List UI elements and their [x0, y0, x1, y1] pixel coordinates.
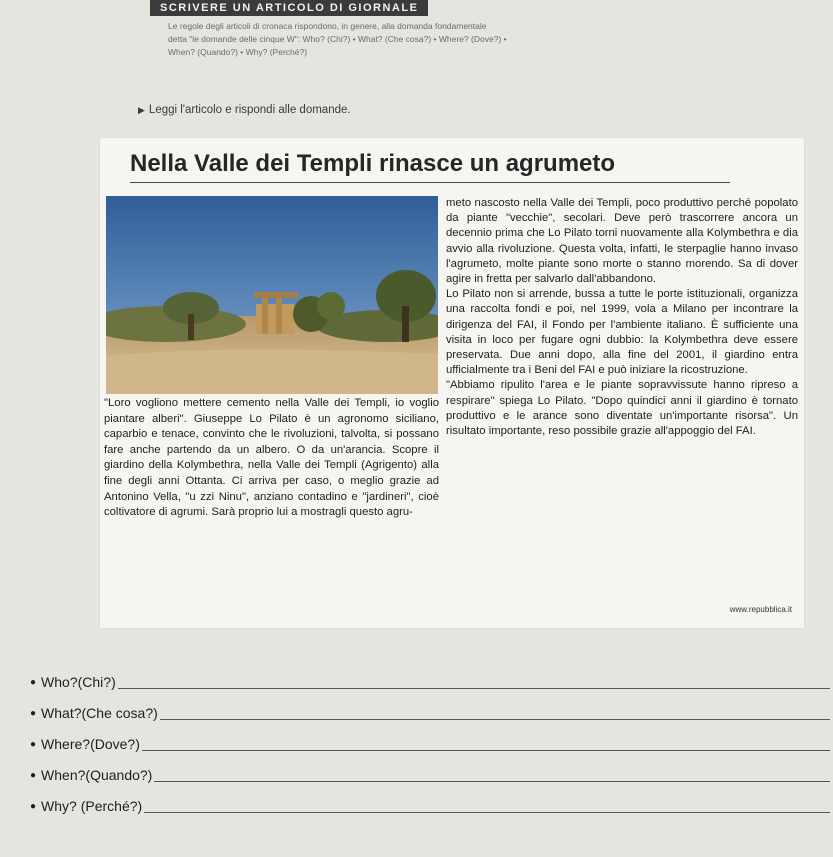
- intro-text: [168, 20, 728, 59]
- arrow-right-icon: ▶: [138, 105, 145, 115]
- answer-line[interactable]: [142, 732, 830, 751]
- article-column-left: [104, 396, 439, 521]
- question-row: [30, 693, 830, 724]
- question-row: [30, 662, 830, 693]
- newspaper-article: [100, 138, 804, 628]
- answer-line[interactable]: [154, 763, 830, 782]
- question-label: Where?(Dove?): [41, 736, 140, 752]
- intro-line: Le regole degli articoli di cronaca rispondono, in genere, alla domanda fondamentale: [168, 21, 487, 31]
- article-paragraph: meto nascosto nella Valle dei Templi, poco produttivo perché popolato da piante "vecchie", secolari. Deve però trascorrere ancora un decennio prima che Lo Pilato torni nuovamente alla Kolymbethra e dia avvio alla rivoluzione. Questa volta, infatti, le sterpaglie hanno invaso l'agrumeto, molte piante sono morte o stanno morendo. Sa di dover agire in fretta per salvarlo dall'abbandono.: [446, 197, 798, 286]
- article-paragraph: Lo Pilato non si arrende, bussa a tutte le porte istituzionali, organizza una raccolta fondi e poi, nel 1999, vola a Milano per incontrare la dirigenza del FAI, il Fondo per l'ambiente italiano. È sufficiente una visita in loco per fugare ogni dubbio: la Kolymbethra deve essere preservata. Due anni dopo, alla fine del 2001, il giardino entra ufficialmente tra i Beni del FAI e può iniziare la ricostruzione.: [446, 288, 798, 377]
- section-banner: SCRIVERE UN ARTICOLO DI GIORNALE: [150, 0, 428, 16]
- bullet-icon: ●: [30, 708, 37, 719]
- answer-line[interactable]: [160, 701, 830, 720]
- article-paragraph: "Abbiamo ripulito l'area e le piante sopravvissute hanno ripreso a respirare" spiega Lo Pilato. "Dopo quindici anni il giardino è tornato produttivo e le arance sono diventate un'importante risorsa". Un risultato importante, reso possibile grazie all'appoggio del FAI.: [446, 379, 798, 438]
- instruction-text: Leggi l'articolo e rispondi alle domande.: [148, 104, 351, 116]
- bullet-icon: ●: [30, 739, 37, 750]
- bullet-icon: ●: [30, 801, 37, 812]
- instruction: [138, 104, 351, 116]
- question-label: Who?(Chi?): [41, 674, 116, 690]
- answer-line[interactable]: [144, 794, 830, 813]
- bullet-icon: ●: [30, 677, 37, 688]
- intro-line: detta "le domande delle cinque W": Who? (Chi?) • What? (Che cosa?) • Where? (Dove?) •: [168, 34, 507, 44]
- answer-line[interactable]: [118, 670, 830, 689]
- article-paragraph: "Loro vogliono mettere cemento nella Valle dei Templi, io voglio piantare alberi". Giuseppe Lo Pilato è un agronomo siciliano, caparbio e tenace, convinto che le rivoluzioni, talvolta, si possano fare anche partendo da un albero. O da un'arancia. Scopre il giardino della Kolymbethra, nella Valle dei Templi (Agrigento) alla fine degli anni Ottanta. Ci arriva per caso, o meglio grazie ad Antonino Vella, "u zzi Ninu", anziano contadino e "jardineri", cioè coltivatore di agrumi. Sarà proprio lui a mostragli questo agru-: [104, 397, 439, 519]
- question-row: [30, 755, 830, 786]
- question-label: When?(Quando?): [41, 767, 153, 783]
- bullet-icon: ●: [30, 770, 37, 781]
- question-row: [30, 786, 830, 817]
- question-label: Why? (Perché?): [41, 798, 143, 814]
- article-source: www.repubblica.it: [729, 605, 792, 614]
- article-column-right: [446, 196, 798, 439]
- temple-garden-photo: [106, 196, 438, 394]
- article-photo: [106, 196, 438, 394]
- questions-list: [30, 662, 830, 817]
- question-label: What?(Che cosa?): [41, 705, 158, 721]
- question-row: [30, 724, 830, 755]
- intro-line: When? (Quando?) • Why? (Perché?): [168, 47, 308, 57]
- article-title: Nella Valle dei Templi rinasce un agrumeto: [130, 150, 730, 183]
